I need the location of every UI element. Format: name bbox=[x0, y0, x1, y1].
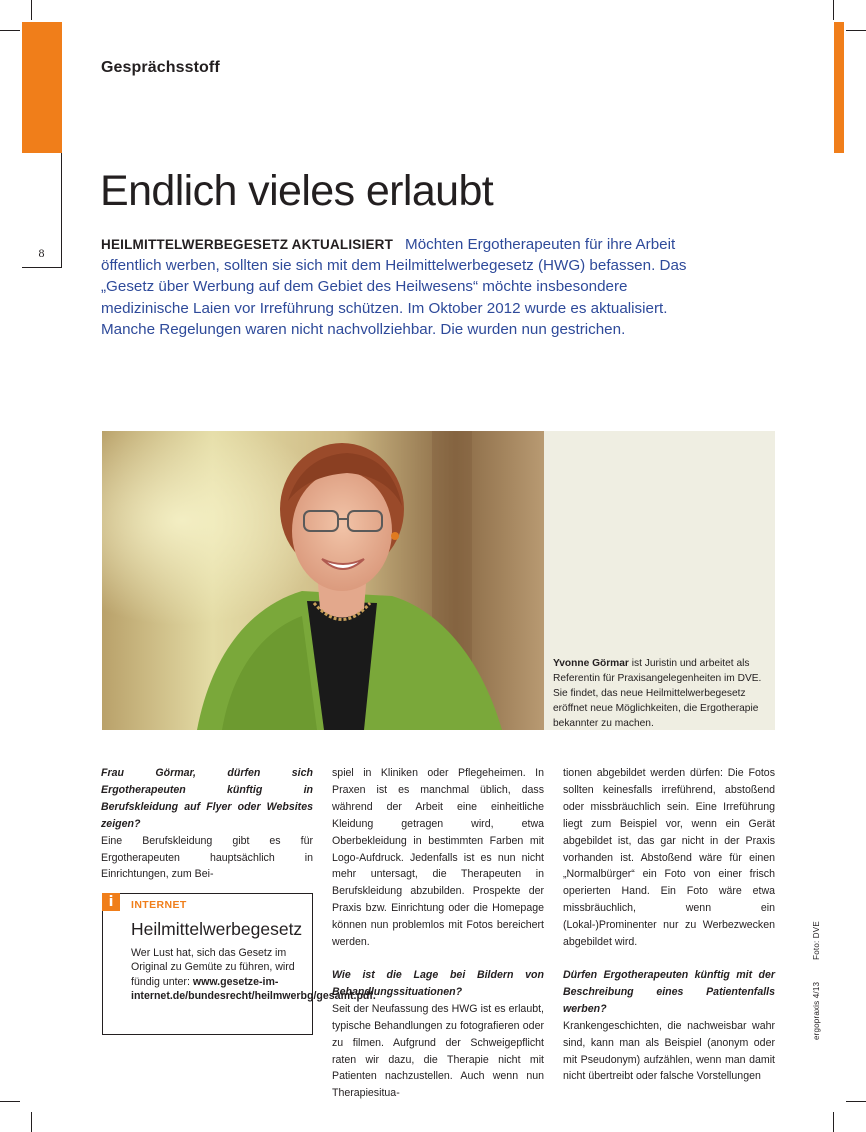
info-icon: i bbox=[102, 893, 120, 911]
article-column-1 bbox=[101, 765, 313, 883]
crop-mark bbox=[846, 30, 866, 31]
body-text: spiel in Kliniken oder Pflegeheimen. In Praxen ist es manchmal üblich, dass während der Arbeit eine einheitliche Kleidung getragen wird, etwa Oberbekleidung in bestimmten Farben mit Logo-Aufdruck. Jedenfalls ist es nun nicht mehr untersagt, die Therapeuten in Berufskleidung abzubilden. Prospekte der Praxis bzw. Einrichtung oder die Homepage können nun problemlos mit Fotos bereichert werden. bbox=[332, 767, 544, 949]
crop-mark bbox=[833, 1112, 834, 1132]
caption-name: Yvonne Görmar bbox=[553, 658, 629, 669]
page-number: 8 bbox=[38, 246, 45, 260]
crop-mark bbox=[0, 1101, 20, 1102]
infobox-link[interactable]: www.gesetze-im-internet.de/bundesrecht/heilmwerbg/gesamt.pdf. bbox=[131, 975, 376, 1003]
body-text: Krankengeschichten, die nachweisbar wahr sind, kann man als Beispiel (anonym oder mit Pseudonym) aufzählen, wenn man damit nicht übertreibt oder falsche Vorstellungen bbox=[563, 1019, 775, 1083]
interview-question: Frau Görmar, dürfen sich Ergotherapeuten künftig in Berufskleidung auf Flyer oder Websites zeigen? bbox=[101, 767, 313, 830]
article-title: Endlich vieles erlaubt bbox=[100, 167, 494, 215]
photo-credit: Foto: DVE bbox=[812, 921, 821, 960]
journal-credit: ergopraxis 4/13 bbox=[812, 981, 821, 1040]
infobox-text bbox=[131, 946, 376, 1004]
caption-text: ist Juristin und arbeitet als Referentin für Praxisangelegenheiten im DVE. Sie findet, das neue Heilmittelwerbegesetz eröffnet neue Möglichkeiten, die Ergotherapie bekannter zu machen. bbox=[553, 658, 762, 729]
crop-mark bbox=[846, 1101, 866, 1102]
lead-text: Möchten Ergotherapeuten für ihre Arbeit öffentlich werben, sollten sie sich mit dem Heilmittelwerbegesetz (HWG) befassen. Das „Gesetz über Werbung auf dem Gebiet des Heilwesens“ möchte insbesondere medizinische Laien vor Irreführung schützen. Im Oktober 2012 wurde es aktualisiert. Manche Regelungen waren nicht nachvollziehbar. Die wurden nun gestrichen. bbox=[101, 236, 687, 338]
article-lead bbox=[101, 234, 691, 340]
lead-kicker: HEILMITTELWERBEGESETZ AKTUALISIERT bbox=[101, 237, 394, 252]
infobox-title: Heilmittelwerbegesetz bbox=[131, 919, 303, 939]
article-column-3 bbox=[563, 765, 775, 1085]
crop-mark bbox=[0, 30, 20, 31]
orange-edge-tab bbox=[834, 22, 844, 153]
crop-mark bbox=[31, 1112, 32, 1132]
body-text: Seit der Neufassung des HWG ist es erlaubt, typische Behandlungen zu fotografieren oder zu filmen. Aufgrund der Schweigepflicht raten wir dazu, die Therapie nicht mit Patienten nachzustellen. Auch wenn nun Therapiesitua- bbox=[332, 1002, 544, 1100]
section-label: Gesprächsstoff bbox=[101, 59, 220, 76]
infobox-label: INTERNET bbox=[131, 899, 187, 911]
interview-question: Dürfen Ergotherapeuten künftig mit der Beschreibung eines Patientenfalls werben? bbox=[563, 968, 775, 1015]
interview-question: Wie ist die Lage bei Bildern von Behandlungssituationen? bbox=[332, 968, 544, 998]
infobox-body: Wer Lust hat, sich das Gesetz im Original zu Gemüte zu führen, wird fündig unter: bbox=[131, 947, 295, 988]
photo-caption bbox=[553, 656, 769, 731]
body-text: tionen abgebildet werden dürfen: Die Fotos sollten keinesfalls irreführend, abstoßend oder missbräuchlich sein. Eine Irreführung liegt zum Beispiel vor, wenn ein Gerät abgebildet ist, das gar nicht in der Praxis vorhanden ist. Abstoßend wäre für einen „Normalbürger“ ein Foto von einer frisch operierten Hand. Ein Foto wäre etwa missbräuchlich, wenn ein (Lokal-)Prominenter nur zu Werbezwecken abgebildet wird. bbox=[563, 767, 775, 949]
orange-section-tab bbox=[22, 22, 62, 153]
article-column-2 bbox=[332, 765, 544, 1102]
crop-mark bbox=[31, 0, 32, 20]
portrait-photo bbox=[102, 431, 544, 730]
crop-mark bbox=[833, 0, 834, 20]
body-text: Eine Berufskleidung gibt es für Ergotherapeuten hauptsächlich in Einrichtungen, zum Bei- bbox=[101, 834, 313, 881]
side-credit bbox=[812, 899, 821, 1040]
